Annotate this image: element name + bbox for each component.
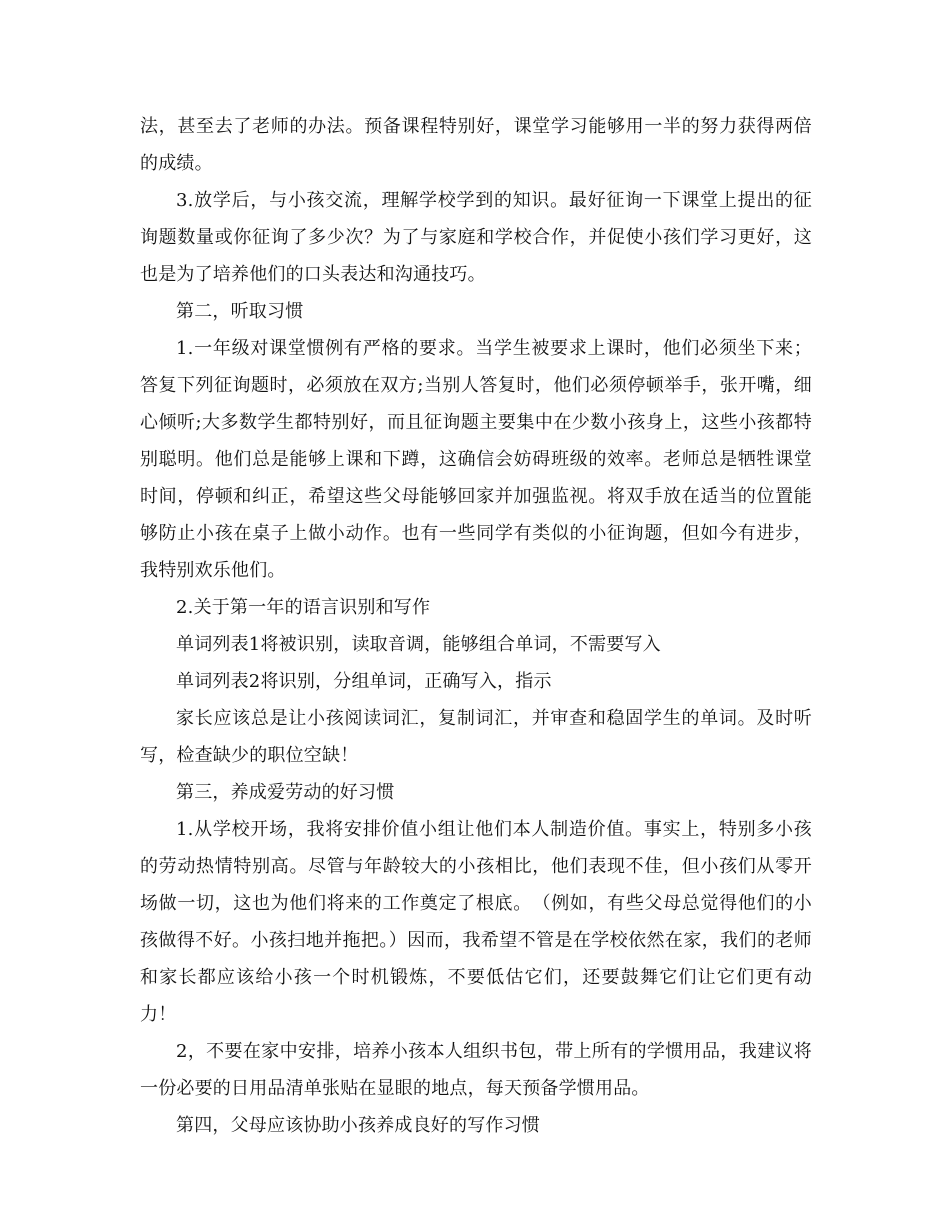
paragraph-continuation: 法，甚至去了老师的办法。预备课程特别好，课堂学习能够用一半的努力获得两倍的成绩。 bbox=[140, 116, 812, 174]
subheading-language-writing: 2.关于第一年的语言识别和写作 bbox=[176, 597, 431, 618]
paragraph-parent-vocabulary: 家长应该总是让小孩阅读词汇，复制词汇，并审查和稳固学生的单词。及时听写，检查缺少的职位空缺！ bbox=[140, 708, 812, 766]
section-heading-writing-habits: 第四，父母应该协助小孩养成良好的写作习惯 bbox=[176, 1115, 540, 1136]
paragraph-item-3-communication: 3.放学后，与小孩交流，理解学校学到的知识。最好征询一下课堂上提出的征询题数量或你征询了多少次？为了与家庭和学校合作，并促使小孩们学习更好，这也是为了培养他们的口头表达和沟通技巧。 bbox=[140, 190, 812, 285]
paragraph-item-2-school-supplies: 2，不要在家中安排，培养小孩本人组织书包，带上所有的学惯用品，我建议将一份必要的日用品清单张贴在显眼的地点，每天预备学惯用品。 bbox=[140, 1041, 812, 1099]
paragraph-item-1-value-groups: 1.从学校开场，我将安排价值小组让他们本人制造价值。事实上，特别多小孩的劳动热情特别高。尽管与年龄较大的小孩相比，他们表现不佳，但小孩们从零开场做一切，这也为他们将来的工作奠定了根底。 （例如，有些父母总觉得他们的小孩做得不好。小孩扫地并拖把。）因而，我希望不管是在学校依然在家，我们的老师和家长都应该给小孩一个时机锻炼，不要低估它们，还要鼓舞它们让它们更有动力！ bbox=[140, 819, 812, 1025]
paragraph-item-1-classroom-rules: 1.一年级对课堂惯例有严格的要求。当学生被要求上课时，他们必须坐下来；答复下列征询题时，必须放在双方;当别人答复时，他们必须停顿举手，张开嘴，细心倾听;大多数学生都特别好，而且征询题主要集中在少数小孩身上，这些小孩都特别聪明。他们总是能够上课和下蹲，这确信会妨碍班级的效率。老师总是牺牲课堂时间，停顿和纠正，希望这些父母能够回家并加强监视。将双手放在适当的位置能够防止小孩在桌子上做小动作。也有一些同学有类似的小征询题，但如今有进步，我特别欢乐他们。 bbox=[140, 338, 812, 581]
paragraph-word-list-1: 单词列表1将被识别，读取音调，能够组合单词，不需要写入 bbox=[176, 634, 661, 655]
section-heading-labor: 第三，养成爱劳动的好习惯 bbox=[176, 782, 395, 803]
section-heading-listening: 第二，听取习惯 bbox=[176, 301, 304, 322]
document-body bbox=[140, 108, 812, 1144]
paragraph-word-list-2: 单词列表2将识别，分组单词，正确写入，指示 bbox=[176, 671, 552, 692]
